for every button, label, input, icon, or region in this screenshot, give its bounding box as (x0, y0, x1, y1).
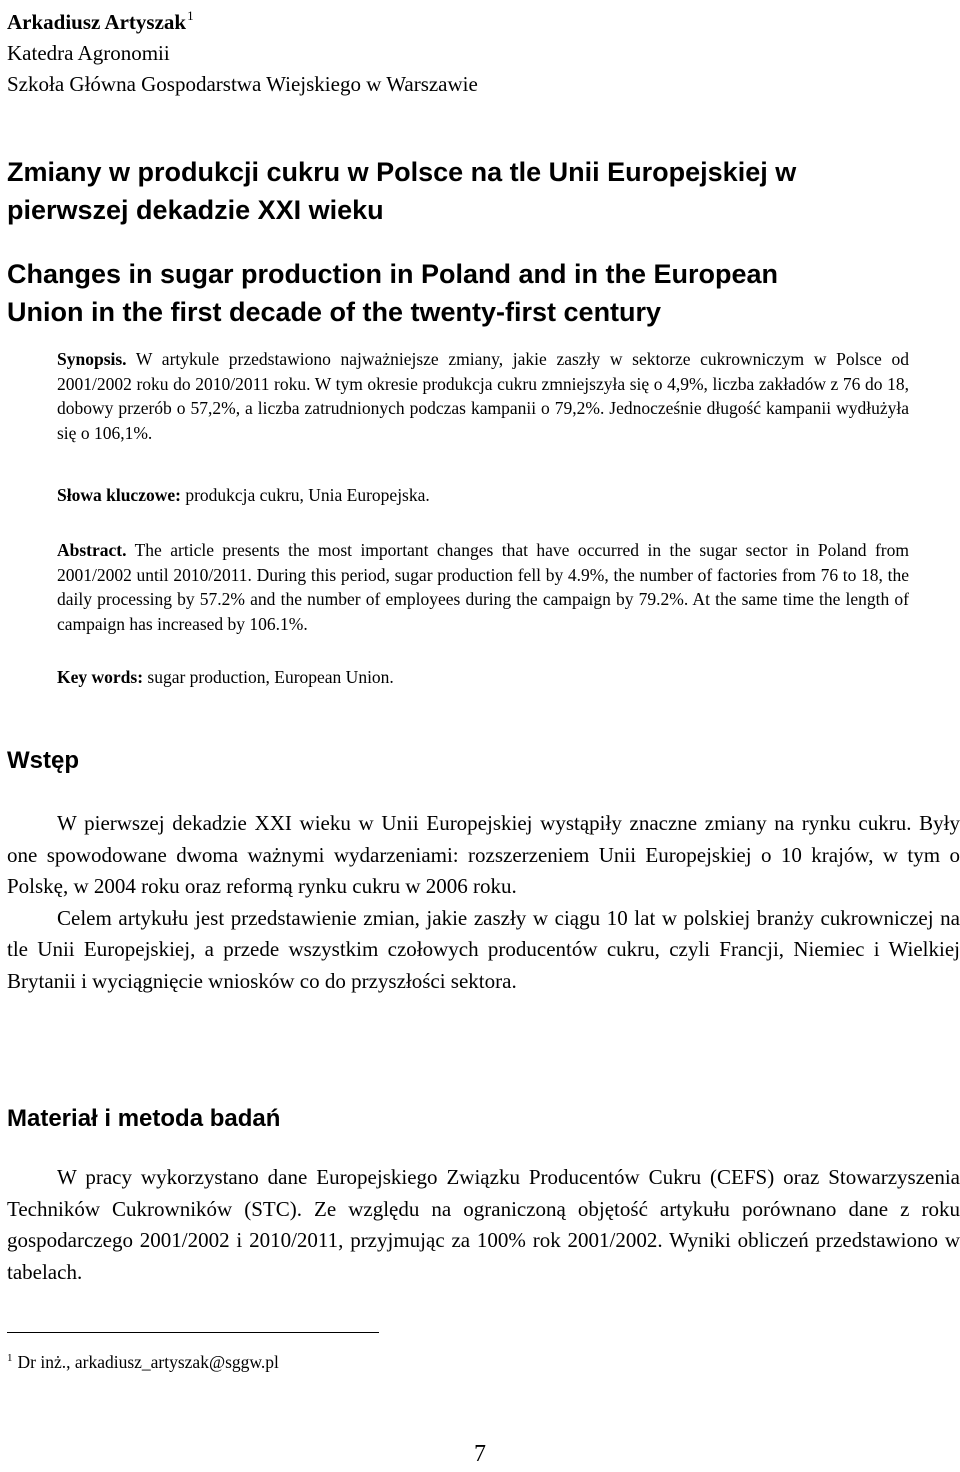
abstract-english (57, 538, 909, 636)
footnote-divider (7, 1332, 379, 1333)
abstract-label: Abstract. (57, 540, 127, 560)
keywords-english (57, 665, 909, 690)
title-english (7, 255, 947, 331)
section-heading-intro: Wstęp (7, 747, 79, 774)
title-english-line-1: Changes in sugar production in Poland and in the European (7, 259, 779, 289)
author-department: Katedra Agronomii (7, 41, 170, 65)
section-body-intro (7, 808, 960, 998)
footnote (7, 1346, 279, 1374)
author-footnote-mark: 1 (187, 8, 194, 23)
intro-paragraph-2: Celem artykułu jest przedstawienie zmian, jakie zaszły w ciągu 10 lat w polskiej branży cukrowniczej na tle Unii Europejskiej, a przede wszystkim czołowych producentów cukru, czyli Francji, Niemiec i Wielkiej Brytanii i wyciągnięcie wniosków co do przyszłości sektora. (7, 905, 960, 993)
synopsis-label: Synopsis. (57, 349, 127, 369)
methods-paragraph-1: W pracy wykorzystano dane Europejskiego Związku Producentów Cukru (CEFS) oraz Stowarzyszenia Techników Cukrowników (STC). Ze względu na ograniczoną objętość artykułu porównano dane z roku gospodarczego 2001/2002 i 2010/2011, przyjmując za 100% rok 2001/2002. Wyniki obliczeń przedstawiono w tabelach. (7, 1165, 960, 1284)
keywords-polish (57, 483, 909, 508)
keywords-english-text: sugar production, European Union. (143, 667, 394, 687)
synopsis (57, 347, 909, 445)
author-institution: Szkoła Główna Gospodarstwa Wiejskiego w Warszawie (7, 72, 478, 96)
author-block (7, 0, 478, 100)
title-polish-line-1: Zmiany w produkcji cukru w Polsce na tle Unii Europejskiej w (7, 157, 797, 187)
author-name-text: Arkadiusz Artyszak (7, 10, 187, 34)
page-number: 7 (474, 1441, 486, 1467)
author-name (7, 0, 478, 38)
title-polish-line-2: pierwszej dekadzie XXI wieku (7, 195, 384, 225)
keywords-polish-text: produkcja cukru, Unia Europejska. (180, 485, 430, 505)
keywords-polish-label: Słowa kluczowe: (57, 485, 181, 505)
section-heading-methods: Materiał i metoda badań (7, 1105, 281, 1132)
footnote-mark: 1 (7, 1352, 13, 1364)
title-english-line-2: Union in the first decade of the twenty-first century (7, 297, 662, 327)
footnote-text: Dr inż., arkadiusz_artyszak@sggw.pl (17, 1352, 279, 1372)
title-polish (7, 153, 947, 229)
synopsis-text: W artykule przedstawiono najważniejsze zmiany, jakie zaszły w sektorze cukrowniczym w Polsce od 2001/2002 roku do 2010/2011 roku. W tym okresie produkcja cukru zmniejszyła się o 4,9%, liczba zakładów z 76 do 18, dobowy przerób o 57,2%, a liczba zatrudnionych podczas kampanii o 79,2%. Jednocześnie długość kampanii wydłużyła się o 106,1%. (57, 349, 909, 443)
keywords-english-label: Key words: (57, 667, 144, 687)
intro-paragraph-1: W pierwszej dekadzie XXI wieku w Unii Europejskiej wystąpiły znaczne zmiany na rynku cukru. Były one spowodowane dwoma ważnymi wydarzeniami: rozszerzeniem Unii Europejskiej o 10 krajów, w tym o Polskę, w 2004 roku oraz reformą rynku cukru w 2006 roku. (7, 811, 960, 899)
abstract-text: The article presents the most important changes that have occurred in the sugar sector in Poland from 2001/2002 until 2010/2011. During this period, sugar production fell by 4.9%, the number of factories from 76 to 18, the daily processing by 57.2% and the number of employees during the campaign by 79.2%. At the same time the length of campaign has increased by 106.1%. (57, 540, 909, 634)
section-body-methods (7, 1162, 960, 1288)
